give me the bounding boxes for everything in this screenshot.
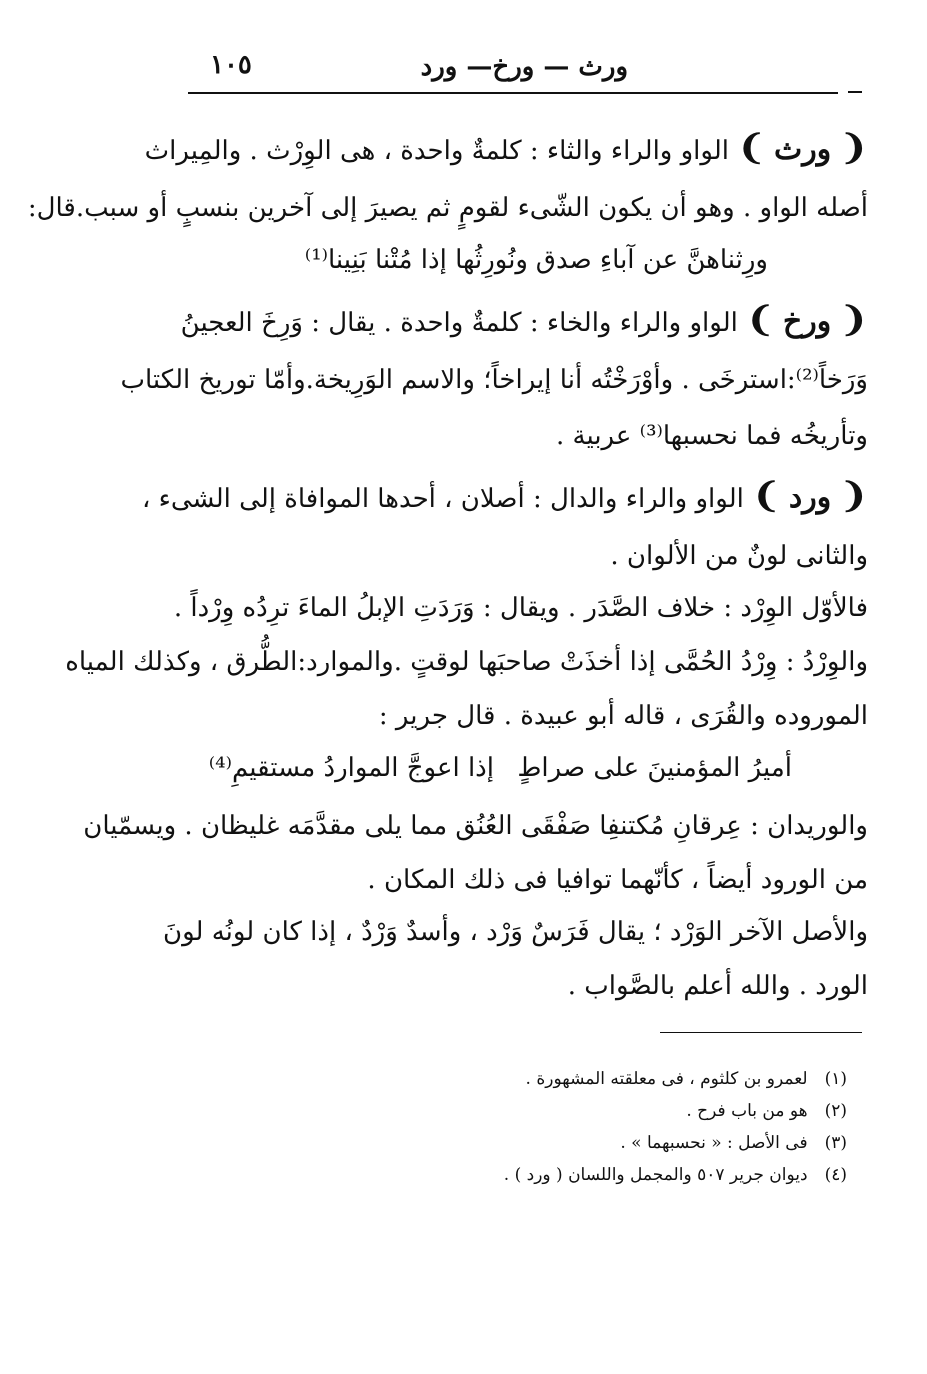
footnote-rule (660, 1032, 862, 1033)
page-number: ١٠٥ (210, 50, 252, 80)
entry-ward-line-1 (142, 476, 868, 519)
verse-warth-first-hemistich: ورِثناهنَّ عن آباءِ صدق (535, 245, 768, 275)
entry-ward-line-7: من الورود أيضاً ، كأنّهما توافيا فى ذلك المكان . (367, 865, 868, 895)
footnote-number: (٢) (824, 1101, 847, 1121)
close-bracket-icon: ❩ (746, 300, 775, 340)
entry-warakh-line-3: وتأريخُه فما نحسبها⁽³⁾ عربية . (556, 421, 868, 451)
running-header (190, 48, 868, 88)
header-rule-tick (848, 91, 862, 93)
entry-ward-line-8: والأصل الآخر الوَرْد ؛ يقال فَرَسٌ وَرْد ، وأسدٌ وَرْدٌ ، إذا كان لونُه لونَ (162, 917, 868, 947)
open-bracket-icon: ❨ (839, 300, 868, 340)
entry-warakh-text-1: الواو والراء والخاء : كلمةٌ واحدة . يقال : وَرِخَ العجينُ (180, 308, 738, 338)
entry-head-warakh: ورخ (782, 304, 832, 339)
footnote-text: هو من باب فرح . (686, 1101, 808, 1121)
header-rule (188, 92, 838, 94)
verse-ward-first-hemistich: أميرُ المؤمنينَ على صراطٍ (517, 753, 792, 783)
entry-ward-text-1: الواو والراء والدال : أصلان ، أحدها الموافاة إلى الشىء ، (142, 484, 744, 514)
entry-ward-line-6: والوريدان : عِرقانِ مُكتنفِا صَفْقَى العُنُق مما يلى مقدَّمَه غليظان . ويسمّيان (83, 811, 868, 841)
footnote-3 (347, 1128, 847, 1158)
entry-ward-line-4: والوِرْدُ : وِرْدُ الحُمَّى إذا أخذَتْ صاحبَها لوقتٍ .والموارد:الطُّرق ، وكذلك المياه (65, 647, 868, 677)
footnote-text: لعمرو بن كلثوم ، فى معلقته المشهورة . (525, 1069, 808, 1089)
entry-head-ward: ورد (788, 480, 832, 515)
entry-warth-line-2: أصله الواو . وهو أن يكون الشّىء لقومٍ ثم يصيرَ إلى آخرين بنسبٍ أو سبب.قال: (27, 193, 868, 223)
open-bracket-icon: ❨ (839, 128, 868, 168)
close-bracket-icon: ❩ (737, 128, 766, 168)
open-bracket-icon: ❨ (839, 476, 868, 516)
verse-ward-second-hemistich: إذا اعوجَّ المواردُ مستقيمِ⁽⁴⁾ (208, 753, 494, 783)
entry-ward-line-9: الورد . والله أعلم بالصَّواب . (567, 971, 868, 1001)
verse-warth-second-hemistich: ونُورِثُها إذا مُتْنا بَنِينا⁽¹⁾ (304, 245, 528, 275)
footnote-number: (٣) (824, 1133, 847, 1153)
footnote-2 (347, 1096, 847, 1126)
entry-warth-text-1: الواو والراء والثاء : كلمةٌ واحدة ، هى الوِرْث . والمِيراث (144, 136, 729, 166)
entry-ward-line-3: فالأوّل الوِرْد : خلاف الصَّدَر . ويقال : وَرَدَتِ الإبلُ الماءَ ترِدُه وِرْداً . (173, 593, 868, 623)
footnote-4 (347, 1160, 847, 1190)
entry-warakh-line-1 (180, 300, 868, 343)
entry-ward-line-2: والثانى لونٌ من الألوان . (610, 541, 868, 571)
entry-warth-line-1 (144, 128, 868, 171)
footnote-text: فى الأصل : « نحسبهما » . (620, 1133, 808, 1153)
footnote-text: ديوان جرير ٥٠٧ والمجمل واللسان ( ورد ) . (503, 1165, 808, 1185)
entry-ward-line-5: الموروده والقُرَى ، قاله أبو عبيدة . قال جرير : (378, 701, 868, 731)
entry-warakh-line-2: وَرَخاً⁽²⁾:استرخَى . وأوْرَخْتُه أنا إيراخاً؛ والاسم الوَرِيخة.وأمّا توريخ الكتاب (120, 365, 868, 395)
close-bracket-icon: ❩ (752, 476, 781, 516)
header-title: ورث — ورخ— ورد (420, 52, 628, 82)
footnote-number: (١) (824, 1069, 847, 1089)
entry-head-warth: ورث (774, 132, 832, 167)
footnote-1 (347, 1064, 847, 1094)
footnote-number: (٤) (824, 1165, 847, 1185)
